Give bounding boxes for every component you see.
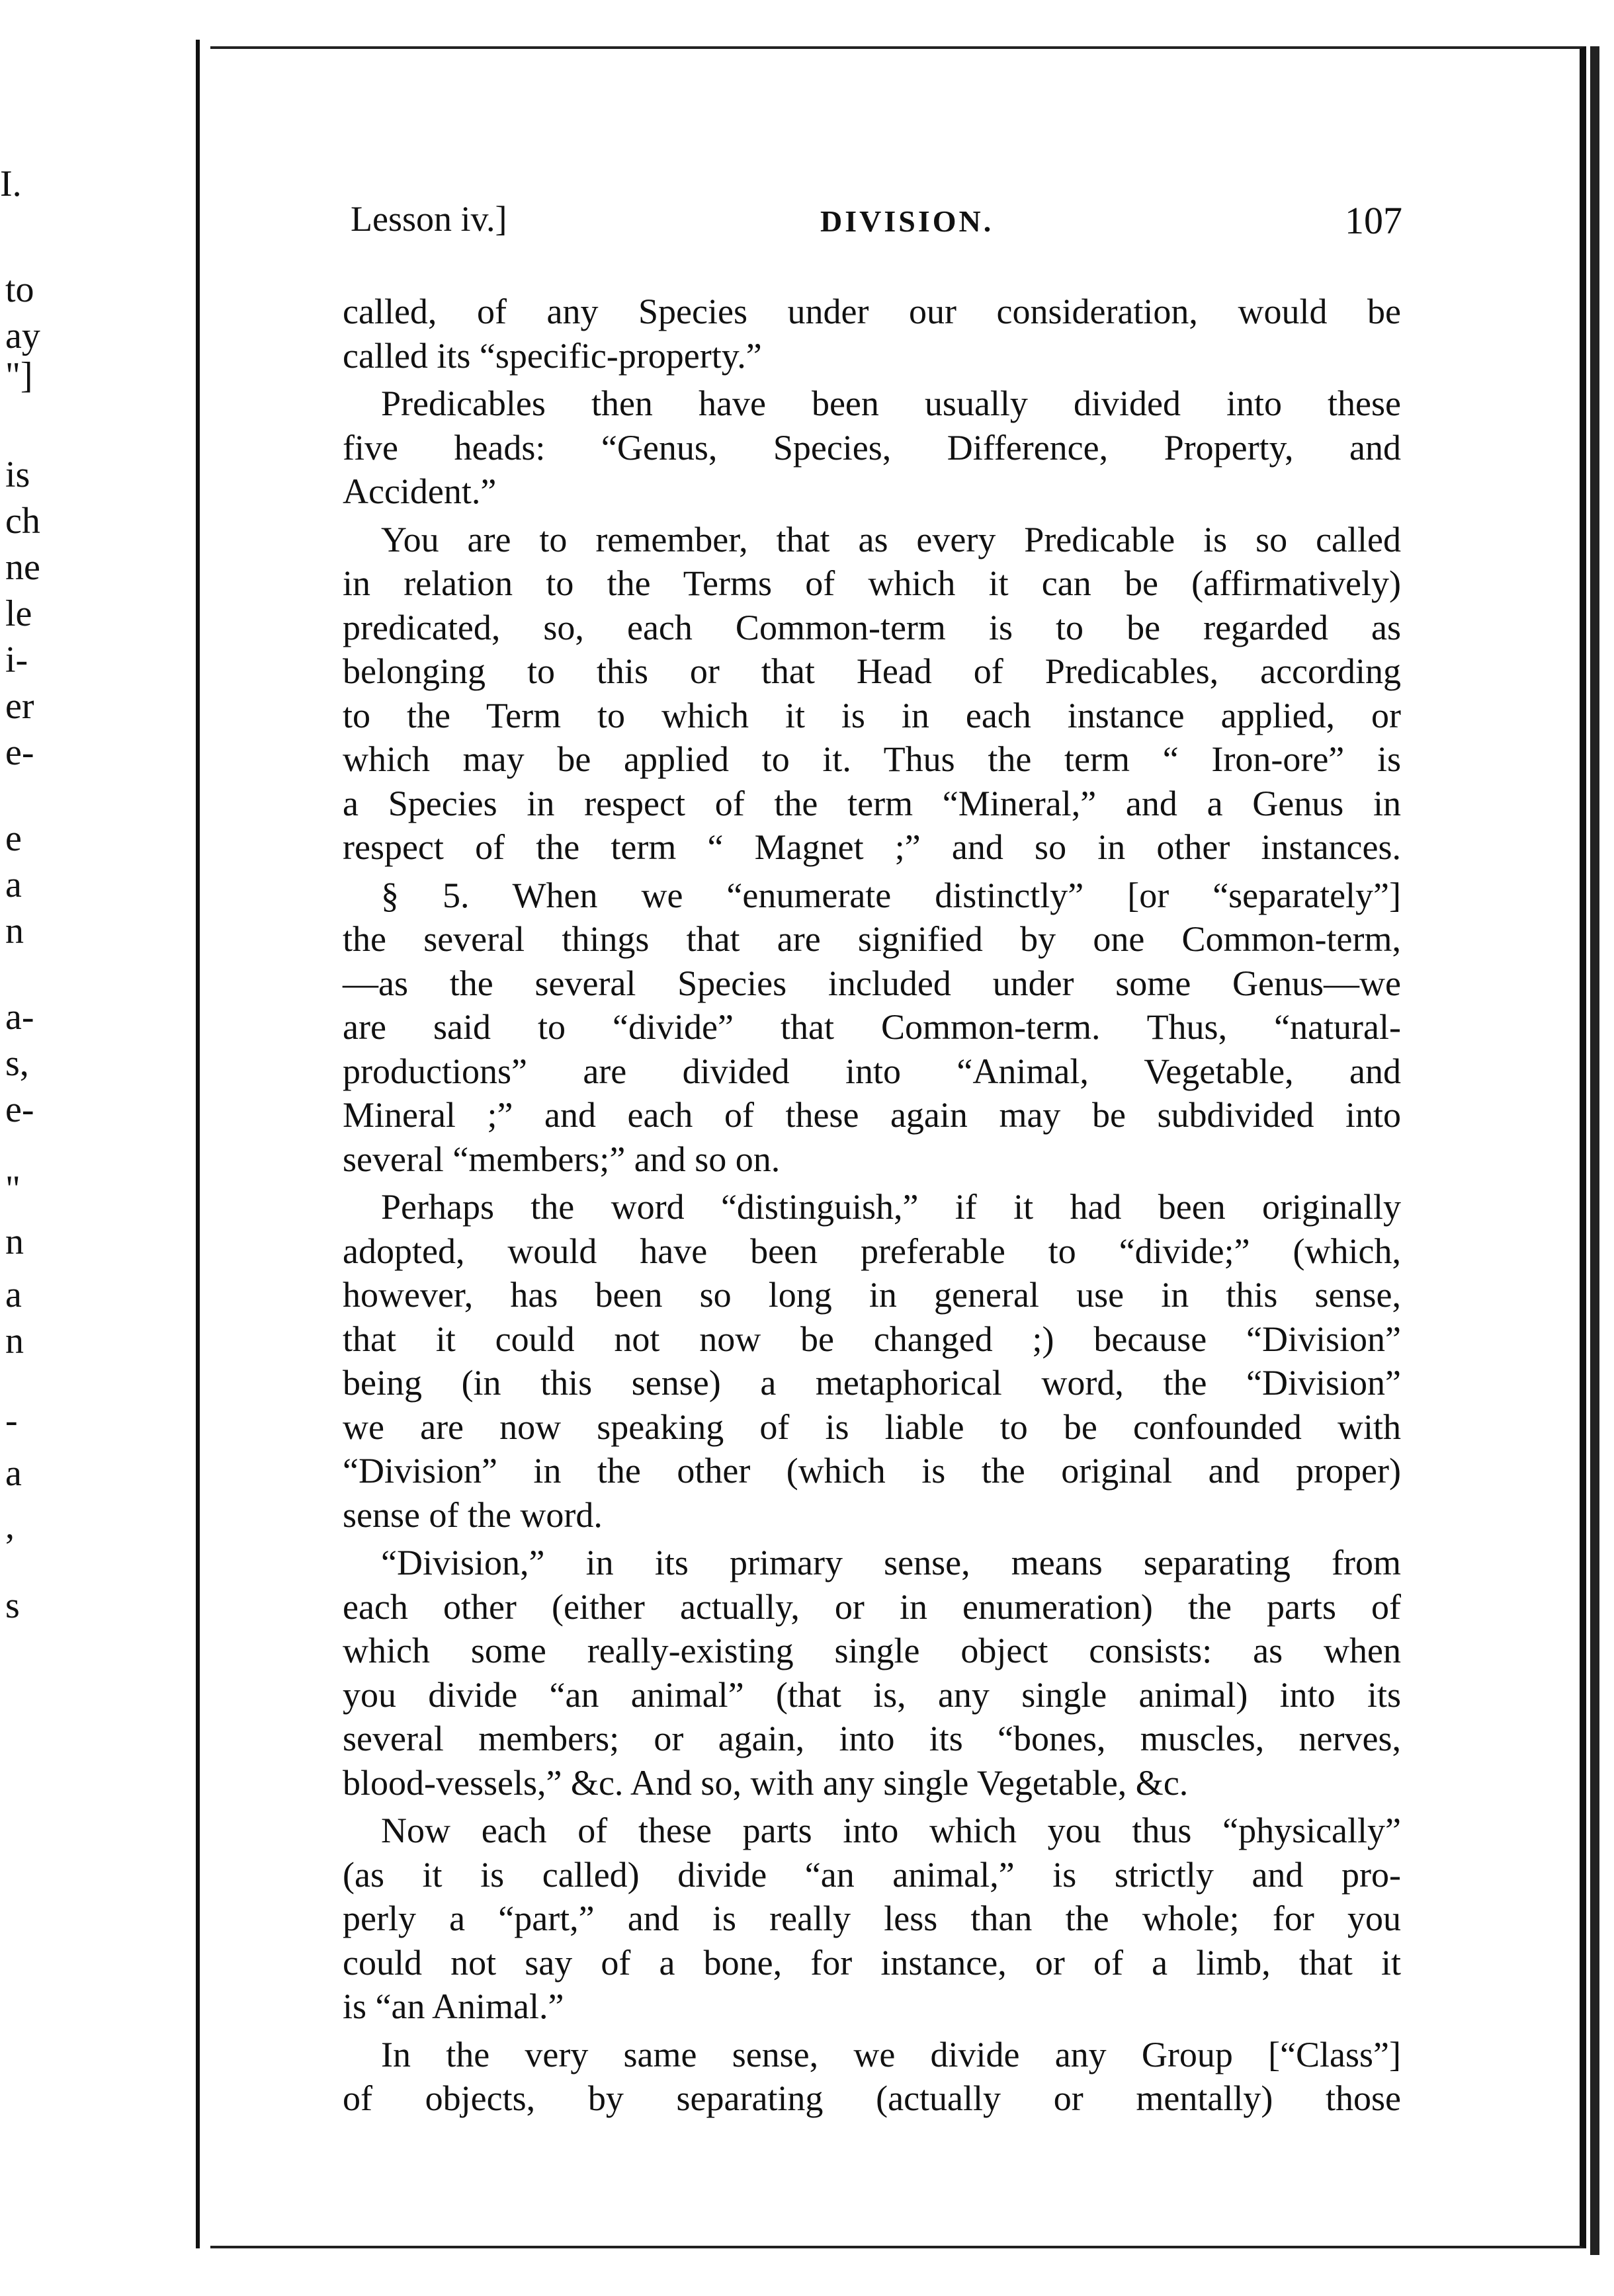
text-line: each other (either actually, or in enumeration) the parts of	[343, 1586, 1401, 1627]
text-line: respect of the term “ Magnet ;” and so in other instances.	[343, 827, 1401, 867]
text-line: several members; or again, into its “bones, muscles, nerves,	[343, 1719, 1401, 1758]
text-line: Perhaps the word “distinguish,” if it had been originally	[381, 1187, 1401, 1227]
text-line: the several things that are signified by one Common-term,	[343, 919, 1401, 959]
text-line: belonging to this or that Head of Predicables, according	[343, 651, 1401, 691]
previous-page-text: I.	[0, 163, 22, 204]
paragraph	[343, 290, 1401, 378]
text-line: —as the several Species included under some Genus—we	[343, 963, 1401, 1003]
text-line: (as it is called) divide “an animal,” is strictly and pro-	[343, 1854, 1401, 1895]
previous-page-text: n	[5, 1221, 24, 1262]
page-number: 107	[1345, 199, 1402, 242]
previous-page-text: is	[5, 454, 30, 495]
text-line: called, of any Species under our consideration, would be	[343, 292, 1401, 331]
text-line: “Division,” in its primary sense, means separating from	[381, 1543, 1401, 1582]
text-line: a Species in respect of the term “Mineral,” and a Genus in	[343, 783, 1401, 823]
previous-page-text: e-	[5, 732, 34, 773]
text-line: “Division” in the other (which is the original and proper)	[343, 1451, 1401, 1491]
previous-page-text: a	[5, 1453, 22, 1494]
text-line: productions” are divided into “Animal, Vegetable, and	[343, 1051, 1401, 1091]
text-line: five heads: “Genus, Species, Difference, Property, and	[343, 427, 1401, 468]
text-line: predicated, so, each Common-term is to be regarded as	[343, 607, 1401, 647]
paragraph	[343, 2033, 1401, 2121]
text-line: called its “specific-property.”	[343, 335, 762, 376]
text-line: In the very same sense, we divide any Group [“Class”]	[381, 2034, 1401, 2074]
paragraph	[343, 874, 1401, 1182]
previous-page-text: n	[5, 1321, 24, 1362]
previous-page-text: ch	[5, 501, 40, 542]
text-line: is “an Animal.”	[343, 1987, 564, 2026]
running-head	[351, 198, 1402, 251]
gutter-rule	[196, 40, 200, 2248]
paragraph	[343, 1185, 1401, 1537]
text-line: to the Term to which it is in each instance applied, or	[343, 695, 1401, 735]
previous-page-text: n	[5, 911, 24, 952]
text-line: of objects, by separating (actually or mentally) those	[343, 2078, 1401, 2118]
previous-page-fragment	[0, 40, 198, 2248]
text-line: several “members;” and so on.	[343, 1139, 781, 1179]
text-line: you divide “an animal” (that is, any single animal) into its	[343, 1674, 1401, 1715]
text-line: blood-vessels,” &c. And so, with any single Vegetable, &c.	[343, 1762, 1189, 1803]
text-line: sense of the word.	[343, 1495, 603, 1535]
previous-page-text: "	[5, 1168, 21, 1210]
text-line: Mineral ;” and each of these again may be subdivided into	[343, 1095, 1401, 1135]
previous-page-text: e-	[5, 1089, 34, 1130]
text-line: You are to remember, that as every Predicable is so called	[381, 519, 1401, 559]
previous-page-text: to	[5, 269, 34, 310]
page-right-edge	[1590, 46, 1599, 2255]
previous-page-text: "]	[5, 355, 33, 396]
paragraph	[343, 1541, 1401, 1805]
previous-page-text: e	[5, 818, 22, 859]
text-line: that it could not now be changed ;) because “Division”	[343, 1319, 1401, 1359]
text-line: perly a “part,” and is really less than the whole; for you	[343, 1899, 1401, 1938]
body-text	[343, 290, 1401, 2125]
text-line: Now each of these parts into which you thus “physically”	[381, 1811, 1401, 1850]
text-line: which some really-existing single object consists: as when	[343, 1631, 1401, 1670]
previous-page-text: s,	[5, 1043, 29, 1084]
previous-page-text: -	[5, 1400, 18, 1441]
text-line: we are now speaking of is liable to be confounded with	[343, 1407, 1401, 1447]
previous-page-text: s	[5, 1585, 20, 1626]
previous-page-text: a-	[5, 997, 34, 1038]
text-line: adopted, would have been preferable to “divide;” (which,	[343, 1231, 1401, 1271]
text-line: could not say of a bone, for instance, or of a limb, that it	[343, 1942, 1401, 1983]
text-line: § 5. When we “enumerate distinctly” [or “separately”]	[381, 875, 1401, 915]
text-line: Accident.”	[343, 472, 497, 511]
paragraph	[343, 1809, 1401, 2029]
lesson-label: Lesson iv.]	[351, 199, 507, 239]
previous-page-text: ,	[5, 1506, 15, 1547]
previous-page-text: er	[5, 686, 34, 727]
section-title: DIVISION.	[820, 204, 994, 238]
text-line: which may be applied to it. Thus the term “ Iron-ore” is	[343, 739, 1401, 779]
previous-page-text: i-	[5, 639, 28, 680]
text-line: in relation to the Terms of which it can be (affirmatively)	[343, 563, 1401, 603]
previous-page-text: ay	[5, 315, 40, 356]
paragraph	[343, 382, 1401, 514]
previous-page-text: a	[5, 864, 22, 905]
text-line: are said to “divide” that Common-term. Thus, “natural-	[343, 1007, 1401, 1047]
previous-page-text: ne	[5, 547, 40, 588]
text-line: however, has been so long in general use in this sense,	[343, 1275, 1401, 1315]
paragraph	[343, 518, 1401, 870]
previous-page-text: a	[5, 1274, 22, 1315]
text-line: Predicables then have been usually divided into these	[381, 384, 1401, 423]
previous-page-text: le	[5, 593, 32, 634]
text-line: being (in this sense) a metaphorical word, the “Division”	[343, 1363, 1401, 1403]
